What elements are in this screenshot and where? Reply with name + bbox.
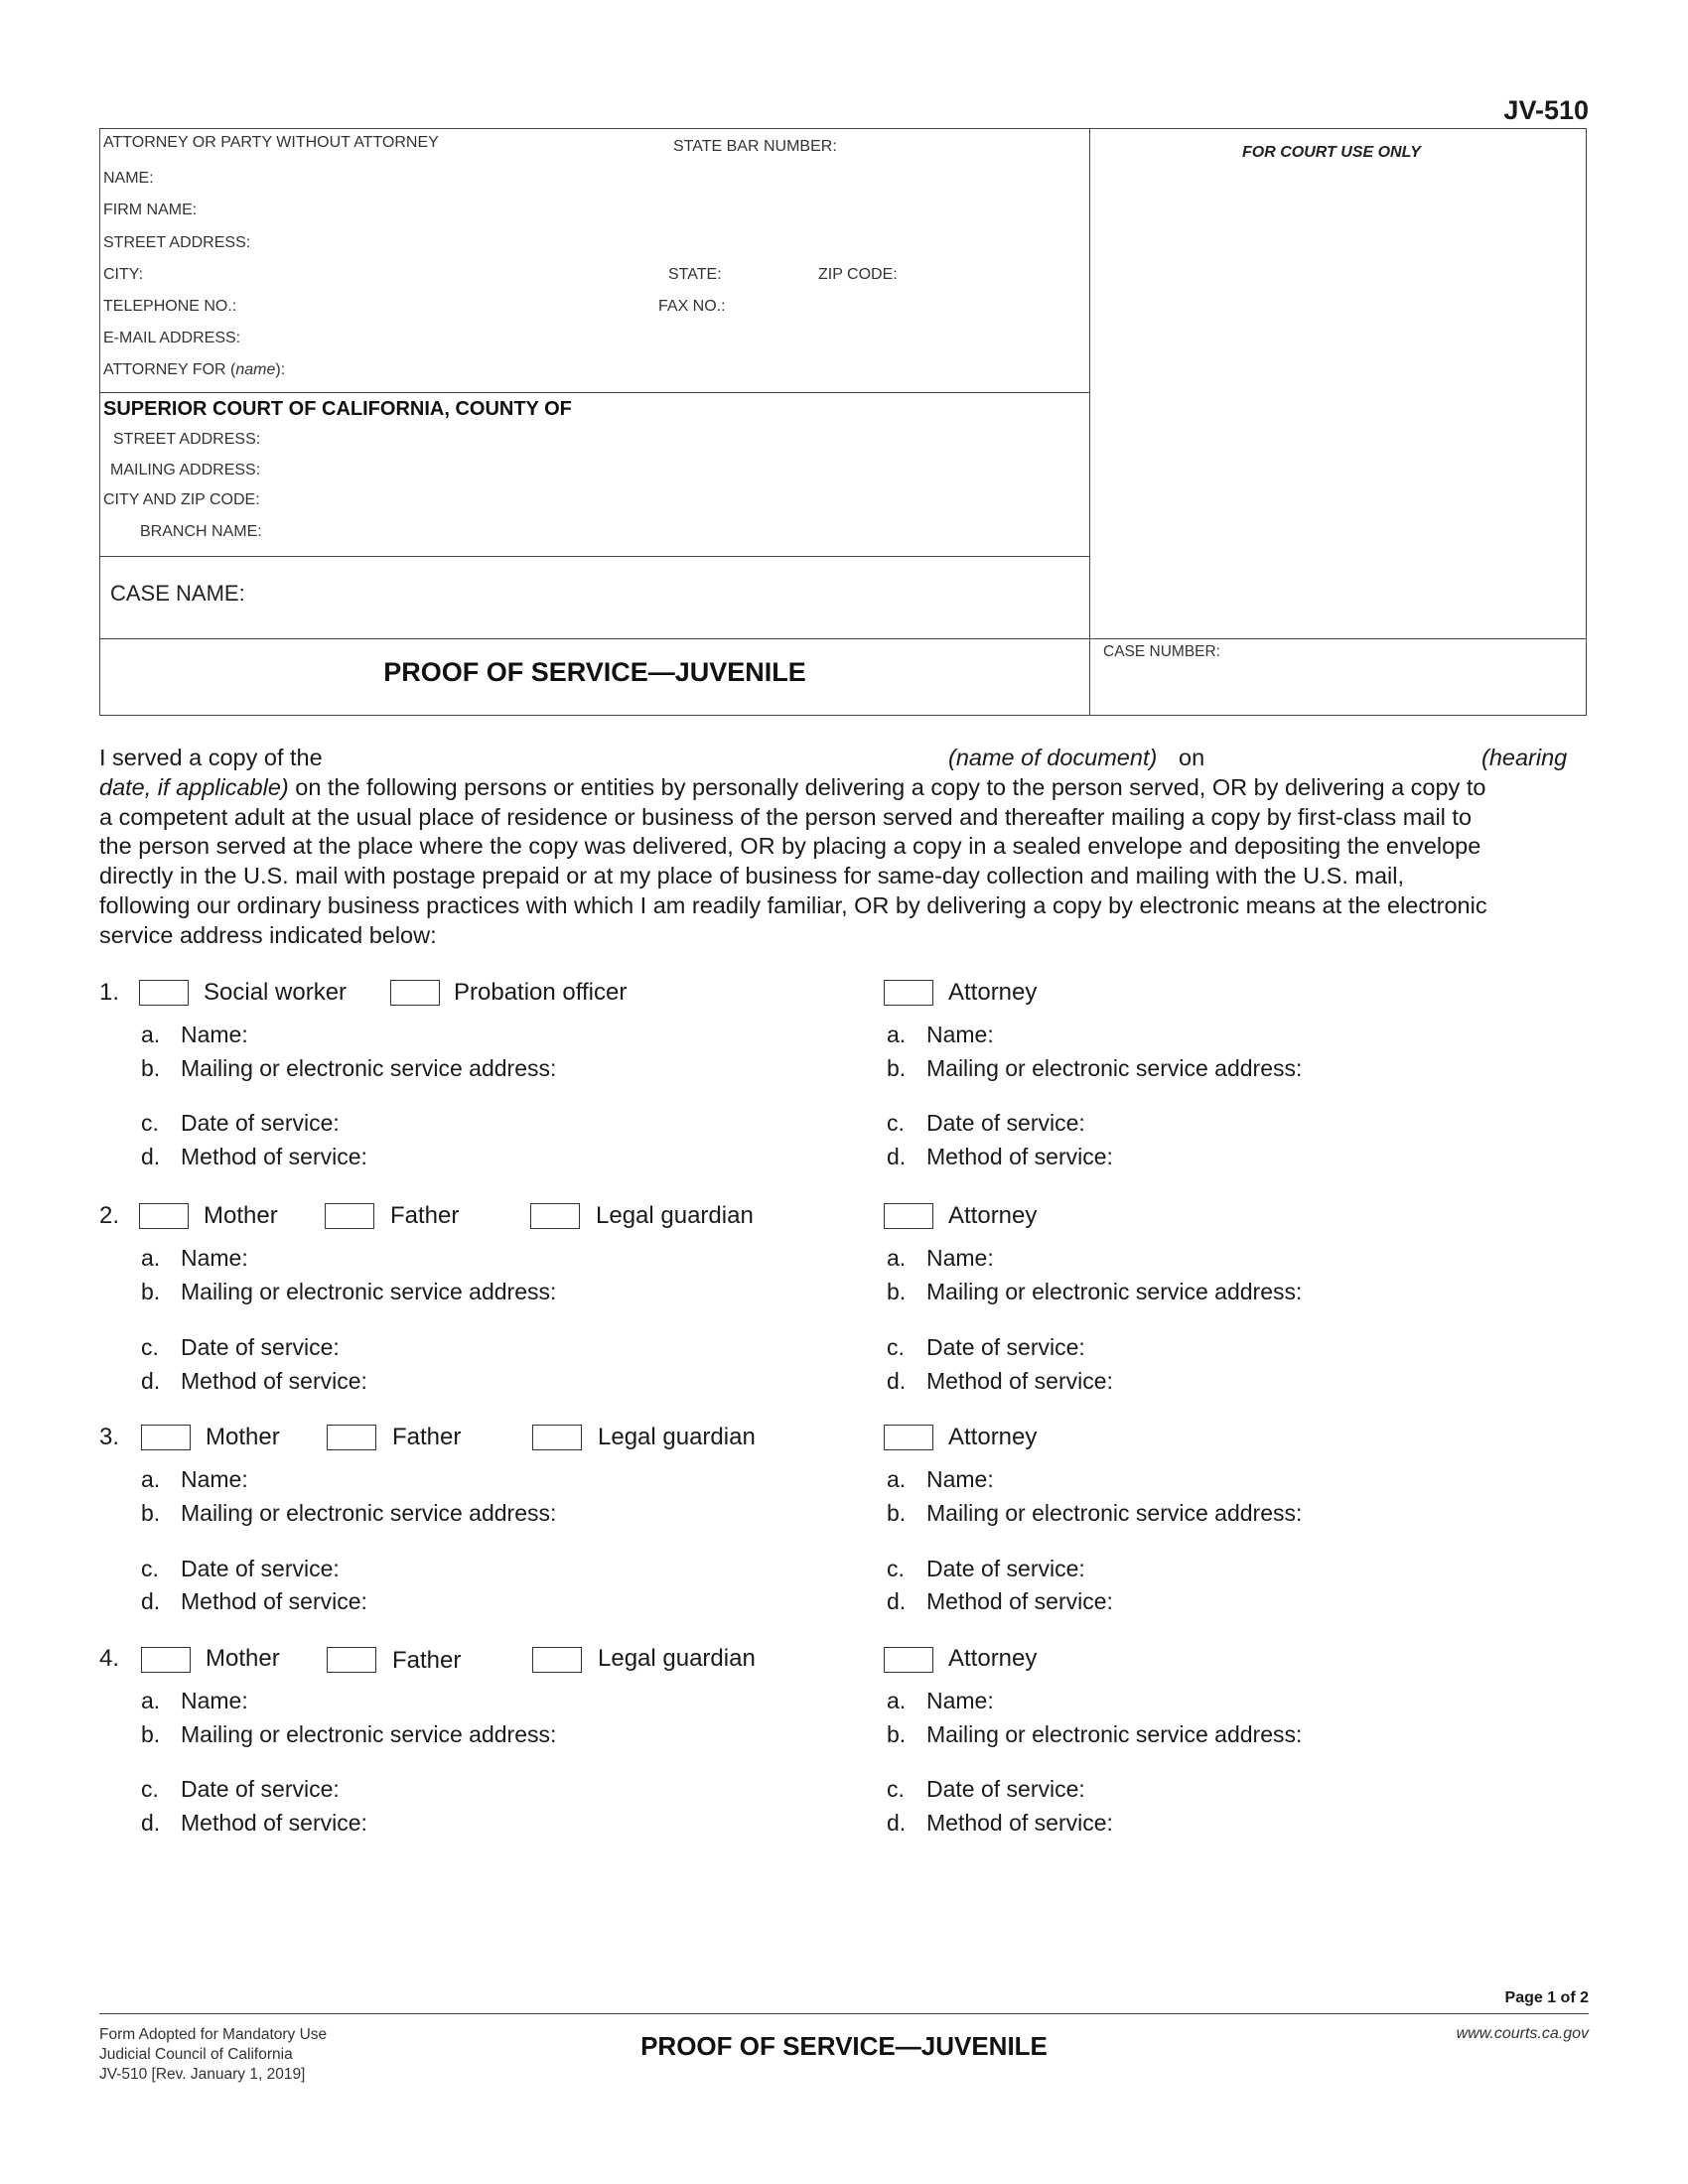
legal-guardian-checkbox[interactable] <box>530 1203 580 1229</box>
case-name-label: CASE NAME: <box>110 581 245 606</box>
attorney-label: Attorney <box>948 1645 1038 1672</box>
field-letter: c. <box>141 1776 159 1802</box>
court-city-zip-label: CITY AND ZIP CODE: <box>103 491 260 508</box>
adoption-line: Judicial Council of California <box>99 2046 293 2063</box>
address-field-label: Mailing or electronic service address: <box>926 1721 1303 1747</box>
state-label: STATE: <box>668 266 722 283</box>
method-field-label: Method of service: <box>926 1144 1113 1169</box>
website-link[interactable]: www.courts.ca.gov <box>1456 2025 1589 2042</box>
date-field-label: Date of service: <box>181 1776 340 1802</box>
attorney-checkbox[interactable] <box>884 1203 933 1229</box>
father-checkbox[interactable] <box>325 1203 374 1229</box>
field-letter: b. <box>141 1279 161 1304</box>
field-letter: a. <box>141 1688 161 1713</box>
field-letter: a. <box>141 1466 161 1492</box>
method-field-label: Method of service: <box>926 1368 1113 1394</box>
city-label: CITY: <box>103 266 144 283</box>
firm-name-label: FIRM NAME: <box>103 202 198 218</box>
date-field-label: Date of service: <box>926 1776 1085 1802</box>
field-letter: a. <box>141 1245 161 1271</box>
date-field-label: Date of service: <box>926 1110 1085 1136</box>
field-letter: d. <box>141 1368 161 1394</box>
field-letter: b. <box>141 1055 161 1081</box>
option-label: Probation officer <box>454 979 628 1006</box>
legal-guardian-checkbox[interactable] <box>532 1647 582 1673</box>
field-letter: c. <box>141 1110 159 1136</box>
date-field-label: Date of service: <box>181 1110 340 1136</box>
court-branch-label: BRANCH NAME: <box>140 523 262 540</box>
field-letter: b. <box>887 1279 907 1304</box>
attorney-checkbox[interactable] <box>884 980 933 1006</box>
field-letter: a. <box>887 1688 907 1713</box>
field-letter: a. <box>887 1022 907 1047</box>
name-field-label: Name: <box>181 1688 248 1713</box>
statement-line-2: date, if applicable) on the following persons or entities by personally delivering a copy to the person served, OR by delivering a copy to <box>99 773 1486 800</box>
form-id: JV-510 <box>1503 95 1589 125</box>
item-number: 1. <box>99 979 120 1006</box>
field-letter: c. <box>141 1334 159 1360</box>
form-adoption-note <box>99 2025 327 2085</box>
footer-title: PROOF OF SERVICE—JUVENILE <box>640 2031 1048 2061</box>
caption-rule-court <box>100 556 1089 557</box>
attorney-header-label: ATTORNEY OR PARTY WITHOUT ATTORNEY <box>103 134 439 151</box>
name-field-label: Name: <box>926 1245 994 1271</box>
attorney-checkbox[interactable] <box>884 1425 933 1450</box>
method-field-label: Method of service: <box>181 1588 367 1614</box>
date-field-label: Date of service: <box>181 1556 340 1581</box>
item-number: 4. <box>99 1645 120 1672</box>
probation-officer-checkbox[interactable] <box>390 980 440 1006</box>
statement-on: on <box>1179 745 1205 770</box>
social-worker-checkbox[interactable] <box>139 980 189 1006</box>
field-letter: b. <box>887 1055 907 1081</box>
method-field-label: Method of service: <box>181 1144 367 1169</box>
option-label: Father <box>392 1647 462 1674</box>
address-field-label: Mailing or electronic service address: <box>926 1055 1303 1081</box>
statement-line-5: directly in the U.S. mail with postage prepaid or at my place of business for same-day collection and mailing with the U.S. mail, <box>99 863 1404 889</box>
name-field-label: Name: <box>926 1688 994 1713</box>
zip-code-label: ZIP CODE: <box>818 266 898 283</box>
option-label: Legal guardian <box>598 1645 756 1672</box>
method-field-label: Method of service: <box>181 1368 367 1394</box>
mother-checkbox[interactable] <box>139 1203 189 1229</box>
mother-checkbox[interactable] <box>141 1647 191 1673</box>
hearing-date-hint: (hearing <box>1481 745 1568 770</box>
option-label: Mother <box>204 1202 278 1229</box>
adoption-line: JV-510 [Rev. January 1, 2019] <box>99 2066 306 2083</box>
telephone-label: TELEPHONE NO.: <box>103 298 237 315</box>
field-letter: c. <box>887 1556 905 1581</box>
address-field-label: Mailing or electronic service address: <box>926 1279 1303 1304</box>
field-letter: a. <box>887 1466 907 1492</box>
statement-line-6: following our ordinary business practices with which I am readily familiar, OR by delivering a copy by electronic means at the electronic <box>99 891 1487 918</box>
street-address-label: STREET ADDRESS: <box>103 234 251 251</box>
statement-line-7: service address indicated below: <box>99 921 437 948</box>
attorney-label: Attorney <box>948 1202 1038 1229</box>
field-letter: b. <box>141 1721 161 1747</box>
field-letter: c. <box>141 1556 159 1581</box>
field-letter: a. <box>887 1245 907 1271</box>
email-label: E-MAIL ADDRESS: <box>103 330 241 346</box>
page-number: Page 1 of 2 <box>1504 1989 1589 2006</box>
field-letter: c. <box>887 1776 905 1802</box>
caption-box <box>99 128 1587 716</box>
field-letter: d. <box>141 1144 161 1169</box>
court-mailing-label: MAILING ADDRESS: <box>110 462 261 478</box>
date-field-label: Date of service: <box>181 1334 340 1360</box>
attorney-checkbox[interactable] <box>884 1647 933 1673</box>
field-letter: d. <box>887 1144 907 1169</box>
option-label: Mother <box>206 1645 280 1672</box>
option-label: Father <box>392 1424 462 1450</box>
name-field-label: Name: <box>926 1466 994 1492</box>
document-title: PROOF OF SERVICE—JUVENILE <box>383 657 806 687</box>
method-field-label: Method of service: <box>926 1588 1113 1614</box>
field-letter: d. <box>141 1810 161 1836</box>
statement-line-1 <box>99 744 1589 773</box>
document-name-hint: (name of document) <box>948 745 1158 770</box>
method-field-label: Method of service: <box>926 1810 1113 1836</box>
service-statement <box>99 744 1589 951</box>
father-checkbox[interactable] <box>327 1647 376 1673</box>
field-letter: b. <box>887 1721 907 1747</box>
field-letter: b. <box>141 1500 161 1526</box>
method-field-label: Method of service: <box>181 1810 367 1836</box>
address-field-label: Mailing or electronic service address: <box>181 1055 557 1081</box>
footer-rule <box>99 2013 1589 2014</box>
item-number: 3. <box>99 1424 120 1450</box>
caption-rule-attorney <box>100 392 1089 393</box>
address-field-label: Mailing or electronic service address: <box>926 1500 1303 1526</box>
name-field-label: Name: <box>181 1466 248 1492</box>
state-bar-label: STATE BAR NUMBER: <box>673 138 837 155</box>
field-letter: c. <box>887 1110 905 1136</box>
name-label: NAME: <box>103 170 154 187</box>
address-field-label: Mailing or electronic service address: <box>181 1721 557 1747</box>
caption-rule-title <box>100 638 1586 639</box>
court-title: SUPERIOR COURT OF CALIFORNIA, COUNTY OF <box>103 398 572 420</box>
court-street-label: STREET ADDRESS: <box>113 431 261 448</box>
father-checkbox[interactable] <box>327 1425 376 1450</box>
address-field-label: Mailing or electronic service address: <box>181 1500 557 1526</box>
field-letter: d. <box>887 1588 907 1614</box>
option-label: Mother <box>206 1424 280 1450</box>
fax-label: FAX NO.: <box>658 298 726 315</box>
caption-divider <box>1089 129 1090 715</box>
adoption-line: Form Adopted for Mandatory Use <box>99 2026 328 2043</box>
address-field-label: Mailing or electronic service address: <box>181 1279 557 1304</box>
field-letter: d. <box>141 1588 161 1614</box>
field-letter: c. <box>887 1334 905 1360</box>
name-field-label: Name: <box>926 1022 994 1047</box>
court-use-only-label: FOR COURT USE ONLY <box>1242 144 1421 161</box>
field-letter: b. <box>887 1500 907 1526</box>
date-field-label: Date of service: <box>926 1556 1085 1581</box>
option-label: Social worker <box>204 979 348 1006</box>
statement-line-3: a competent adult at the usual place of residence or business of the person served and thereafter mailing a copy by first-class mail to <box>99 803 1473 830</box>
date-field-label: Date of service: <box>926 1334 1085 1360</box>
option-label: Legal guardian <box>596 1202 754 1229</box>
item-number: 2. <box>99 1202 120 1229</box>
legal-guardian-checkbox[interactable] <box>532 1425 582 1450</box>
statement-line-4: the person served at the place where the copy was delivered, OR by placing a copy in a sealed envelope and depositing the envelope <box>99 833 1481 860</box>
field-letter: d. <box>887 1810 907 1836</box>
attorney-label: Attorney <box>948 979 1038 1006</box>
attorney-label: Attorney <box>948 1424 1038 1450</box>
option-label: Legal guardian <box>598 1424 756 1450</box>
attorney-for-label: ATTORNEY FOR (name): <box>103 361 286 378</box>
field-letter: d. <box>887 1368 907 1394</box>
mother-checkbox[interactable] <box>141 1425 191 1450</box>
name-field-label: Name: <box>181 1245 248 1271</box>
option-label: Father <box>390 1202 460 1229</box>
case-number-label: CASE NUMBER: <box>1103 643 1220 660</box>
name-field-label: Name: <box>181 1022 248 1047</box>
field-letter: a. <box>141 1022 161 1047</box>
statement-text: I served a copy of the <box>99 745 323 770</box>
